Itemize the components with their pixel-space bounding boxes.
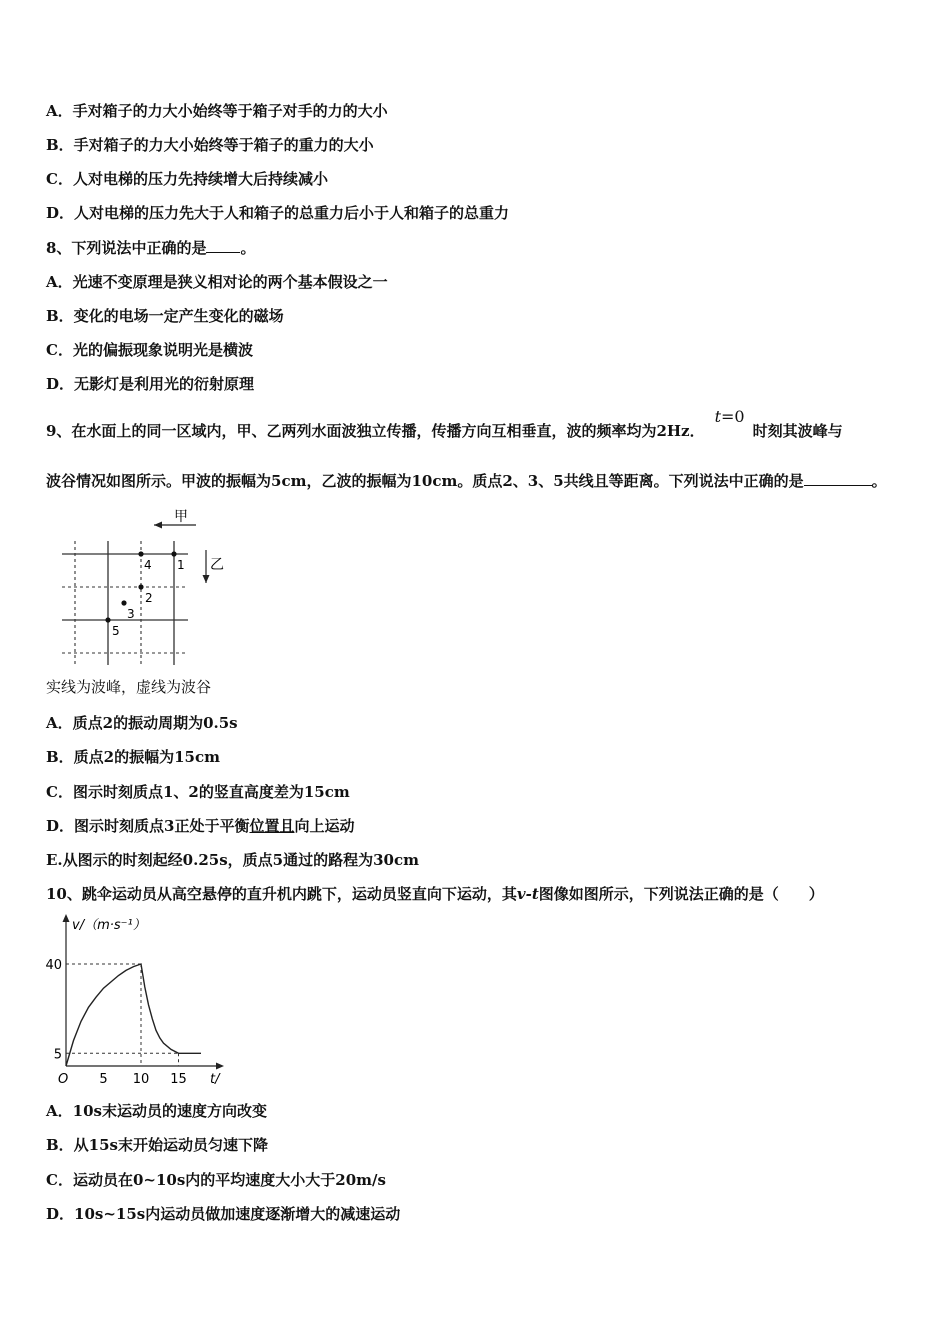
q9-option-c: C．图示时刻质点1、2的竖直高度差为15cm	[46, 783, 350, 801]
q10-stem	[46, 884, 824, 904]
x-axis-label: t/	[210, 1072, 220, 1087]
wave-a-label: 甲	[174, 509, 188, 525]
q9-stem-a: 9、在水面上的同一区域内，甲、乙两列水面波独立传播，传播方向互相垂直，波的频率均为2Hz．	[46, 422, 705, 440]
q8-answer-blank	[206, 238, 240, 253]
point-label-4: 4	[144, 558, 152, 572]
q7-option-b: B．手对箱子的力大小始终等于箱子的重力的大小	[46, 136, 374, 154]
q10-option-d: D．10s~15s内运动员做加速度逐渐增大的减速运动	[46, 1205, 401, 1223]
x-tick-label-15: 15	[170, 1072, 187, 1087]
q9-stem-end: 。	[871, 472, 887, 490]
q7-option-a: A．手对箱子的力大小始终等于箱子对手的力的大小	[46, 102, 388, 120]
q9-option-a: A．质点2的振动周期为0.5s	[46, 714, 238, 732]
point-label-1: 1	[177, 558, 185, 572]
q10-option-a: A．10s末运动员的速度方向改变	[46, 1102, 267, 1120]
x-tick-label-5: 5	[99, 1072, 108, 1087]
point-1	[171, 551, 176, 556]
q9-stem-c: 波谷情况如图所示。甲波的振幅为5cm，乙波的振幅为10cm。质点2、3、5共线且等距离。下列说法中正确的是	[46, 472, 804, 490]
point-2	[138, 584, 143, 589]
q9-option-e: E.从图示的时刻起经0.25s，质点5通过的路程为30cm	[46, 851, 419, 869]
guide-lines	[66, 964, 179, 1066]
q9-option-d	[46, 816, 354, 836]
point-label-3: 3	[127, 607, 135, 621]
q9-stem-line2	[46, 471, 887, 491]
q9-stem-b: 时刻其波峰与	[752, 422, 843, 440]
q8-option-d: D．无影灯是利用光的衍射原理	[46, 375, 255, 393]
q10-option-c: C．运动员在0~10s内的平均速度大小大于20m/s	[46, 1171, 386, 1189]
point-4	[138, 551, 143, 556]
q8-option-a: A．光速不变原理是狭义相对论的两个基本假设之一	[46, 273, 388, 291]
y-axis-label: v/（m·s⁻¹）	[72, 918, 146, 933]
x-tick-label-10: 10	[132, 1072, 150, 1087]
q10-stem-vt: v-t	[516, 885, 539, 903]
q9-option-d-c: 向上运动	[294, 817, 355, 835]
q9-eq-var: t	[714, 407, 722, 426]
q10-stem-a: 10、跳伞运动员从高空悬停的直升机内跳下，运动员竖直向下运动，其	[46, 885, 517, 903]
q9-option-d-a: D．图示时刻质点3正处于平衡	[46, 817, 250, 835]
wave-b-arrow-head	[203, 575, 210, 583]
q8-option-c: C．光的偏振现象说明光是横波	[46, 341, 253, 359]
q9-time-equation	[715, 407, 745, 426]
q9-answer-blank	[804, 471, 872, 486]
q9-stem-line1	[46, 407, 843, 441]
q8-stem-text: 8、下列说法中正确的是	[46, 239, 207, 257]
wave-b-label: 乙	[210, 557, 224, 573]
wave-a-arrow-head	[154, 522, 162, 529]
q8-stem	[46, 238, 255, 258]
q9-option-b: B．质点2的振幅为15cm	[46, 748, 220, 766]
q10-option-b: B．从15s末开始运动员匀速下降	[46, 1136, 268, 1154]
q10-stem-b: 图像如图所示，下列说法正确的是（ ）	[538, 885, 824, 903]
point-label-2: 2	[145, 591, 153, 605]
q7-option-c: C．人对电梯的压力先持续增大后持续减小	[46, 170, 328, 188]
point-label-5: 5	[112, 624, 120, 638]
origin-label: O	[58, 1072, 69, 1087]
q9-eq-value: =0	[721, 407, 745, 426]
y-tick-label-40: 40	[45, 958, 62, 973]
y-axis-arrow	[63, 914, 70, 922]
velocity-curve	[66, 964, 201, 1066]
figure-caption: 实线为波峰，虚线为波谷	[46, 678, 212, 696]
q8-option-b: B．变化的电场一定产生变化的磁场	[46, 307, 284, 325]
point-3	[121, 600, 126, 605]
q9-option-d-b: 位置且	[249, 817, 295, 835]
y-tick-label-5: 5	[53, 1047, 62, 1063]
wave-interference-figure	[46, 505, 246, 675]
vt-chart	[40, 908, 240, 1088]
q7-option-d: D．人对电梯的压力先大于人和箱子的总重力后小于人和箱子的总重力	[46, 204, 510, 222]
point-5	[105, 617, 110, 622]
q8-stem-end: 。	[240, 239, 256, 257]
x-axis-arrow	[216, 1063, 224, 1070]
